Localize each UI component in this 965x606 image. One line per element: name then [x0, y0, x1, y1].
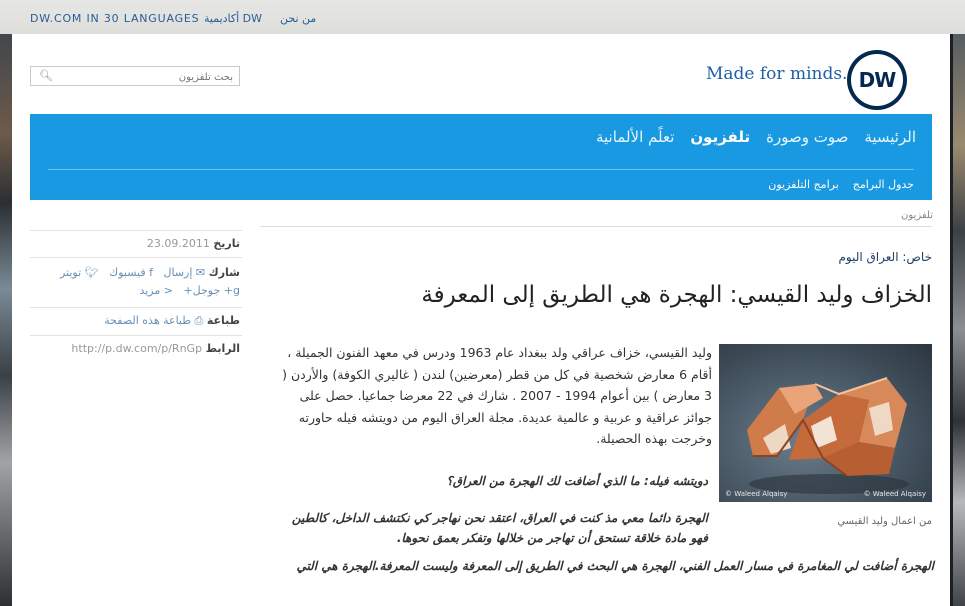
share-twitter-link[interactable] [60, 266, 99, 279]
search-icon[interactable]: 🔍︎ [39, 69, 53, 82]
print-row [30, 307, 242, 335]
photo-credit-right: © Waleed Alqaisy [863, 490, 926, 498]
dw-logo[interactable] [847, 50, 907, 110]
nav-divider [48, 169, 914, 170]
photo-caption: من اعمال وليد القيسي [837, 516, 932, 527]
print-link[interactable] [104, 314, 203, 327]
article-sidebar [30, 230, 242, 362]
nav-item-home[interactable]: الرئيسية [864, 128, 916, 146]
share-icon: < [163, 284, 173, 297]
dw-logo-text: DW [858, 68, 896, 92]
share-row [30, 257, 242, 307]
permalink-label: الرابط [205, 342, 240, 355]
send-icon: ✉︎ [195, 266, 206, 279]
share-send-link[interactable] [160, 266, 205, 279]
share-gplus-label: جوجل+ [183, 284, 221, 297]
tagline: Made for minds. [706, 64, 848, 84]
share-twitter-label: تويتر [59, 266, 82, 279]
share-more-link[interactable] [139, 284, 173, 297]
article-title: الخزاف وليد القيسي: الهجرة هي الطريق إلى المعرفة [421, 282, 932, 308]
breadcrumb-divider [260, 226, 932, 227]
kicker-text[interactable]: العراق اليوم [838, 250, 899, 264]
nav-item-tv[interactable]: تلفزيون [690, 128, 751, 146]
page-container [12, 34, 950, 606]
share-gplus-link[interactable] [180, 284, 240, 297]
academy-link[interactable]: أكاديمية DW [204, 12, 263, 25]
about-link[interactable]: من نحن [280, 12, 317, 25]
dw-logo-inner [851, 54, 903, 106]
print-link-label: طباعة هذه الصفحة [104, 314, 192, 327]
search-input[interactable] [51, 68, 235, 86]
main-navigation [30, 114, 932, 200]
gplus-icon: g+ [223, 284, 240, 297]
ceramic-sculpture-image [719, 344, 932, 502]
kicker-label: خاص: [902, 250, 932, 264]
share-facebook-label: فيسبوك [109, 266, 146, 279]
permalink-row [30, 335, 242, 362]
article-intro: وليد القيسي، خزاف عراقي ولد ببغداد عام 1963 ودرس في معهد الفنون الجميلة ، أقام 6 معارض شخصية في كل من قطر (معرضين) لندن ( غاليري الكوفة) والأردن ( 3 معارض ) بين أعوام 1994 - 2007 . شارك في 22 معرضا جماعيا. حصل على جوائز عراقية و عربية و عالمية عديدة. مجلة العراق اليوم من دويتشه فيله حاورته وخرجت بهذه الحصيلة. [282, 345, 712, 447]
facebook-icon: f [149, 266, 153, 279]
share-send-label: إرسال [163, 266, 193, 279]
article-photo[interactable] [719, 344, 932, 502]
interview-answer-1: الهجرة دائما معي مذ كنت في العراق، اعتقد نحن نهاجر كي نكتشف الداخل، كالطين فهو مادة خلاقة تستحق أن تهاجر من خلالها وتفكر بعمق نحوها. [291, 511, 708, 545]
breadcrumb[interactable]: تلفزيون [901, 210, 933, 221]
interview-answer-2: الهجرة أضافت لي المغامرة في مسار العمل الفني، الهجرة هي البحث في الطريق إلى المعرفة وليست المعرفة.الهجرة هي التي [296, 559, 934, 573]
interview-question: دويتشه فيله: ما الذي أضافت لك الهجرة من العراق؟ [446, 474, 708, 488]
date-value: 23.09.2011 [146, 237, 210, 250]
nav-item-learn-german[interactable]: تعلًم الألمانية [595, 128, 675, 146]
date-row [30, 230, 242, 257]
background-blur-left [0, 30, 12, 606]
nav-main-row [596, 128, 916, 146]
share-facebook-link[interactable] [106, 266, 153, 279]
nav-sub-schedule[interactable]: جدول البرامج [852, 178, 914, 191]
languages-link[interactable]: DW.COM IN 30 LANGUAGES [30, 12, 200, 25]
printer-icon: ⎙ [194, 314, 204, 327]
print-label: طباعة [206, 314, 240, 327]
nav-item-media[interactable]: صوت وصورة [766, 128, 849, 146]
top-bar [0, 0, 965, 34]
share-label: شارك [208, 266, 240, 279]
background-blur-right [953, 30, 965, 606]
article-kicker [838, 250, 932, 264]
twitter-icon: 🐦︎ [84, 266, 99, 279]
search-box[interactable] [30, 66, 240, 86]
share-more-label: مزيد [139, 284, 161, 297]
nav-sub-programs[interactable]: برامج التلفزيون [768, 178, 839, 191]
date-label: تاريخ [213, 237, 240, 250]
permalink-url[interactable]: http://p.dw.com/p/RnGp [71, 342, 203, 355]
nav-sub-row [768, 178, 914, 191]
photo-credit-left: © Waleed Alqaisy [725, 490, 788, 498]
